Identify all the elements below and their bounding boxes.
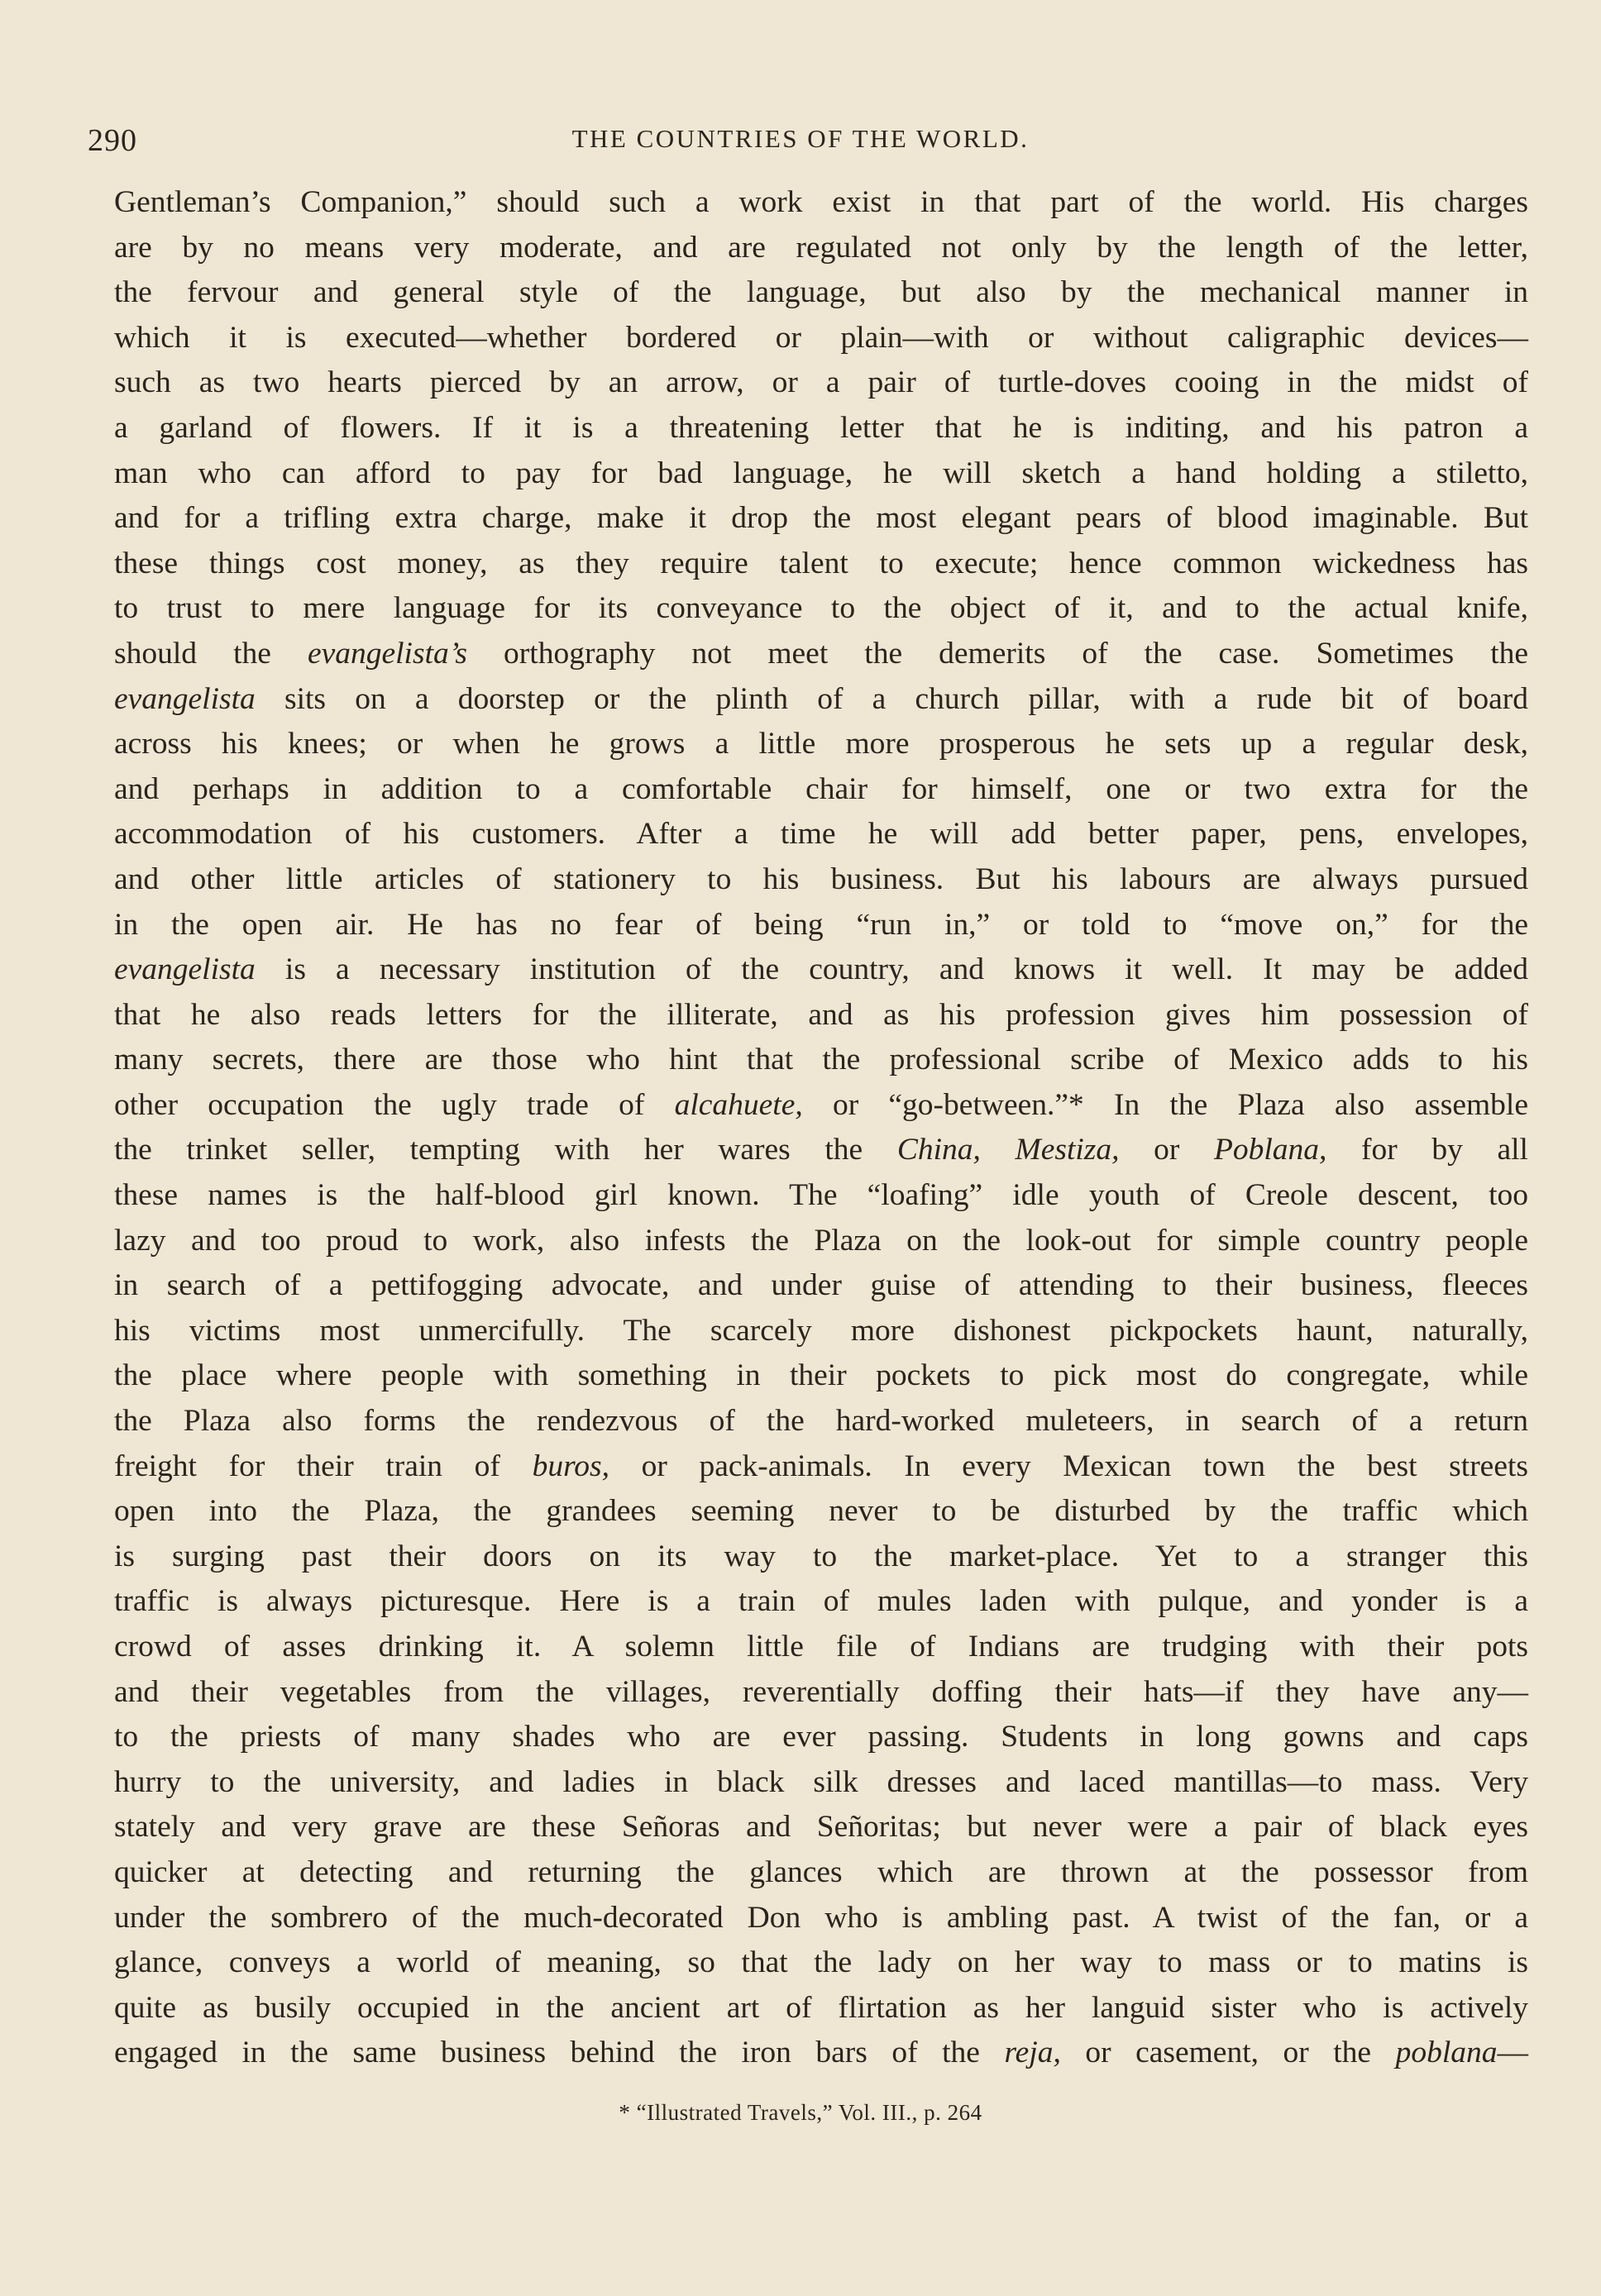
text-run: these names is the half-blood girl known. The “loafing” idle youth of Creole descent, too	[114, 1178, 1528, 1213]
text-run: are by no means very moderate, and are regulated not only by the length of the letter,	[114, 230, 1528, 265]
text-line	[114, 316, 1528, 361]
text-run: hurry to the university, and ladies in black silk dresses and laced mantillas—to mass. Very	[114, 1764, 1528, 1799]
text-line	[114, 1353, 1528, 1399]
text-line	[114, 722, 1528, 767]
body-text	[114, 180, 1528, 2076]
text-line	[114, 1173, 1528, 1219]
text-run: stately and very grave are these Señoras and Señoritas; but never were a pair of black eyes	[114, 1810, 1528, 1845]
text-run: sits on a doorstep or the plinth of a church pillar, with a rude bit of board	[255, 681, 1528, 716]
text-run: the trinket seller, tempting with her wares the	[114, 1133, 897, 1167]
text-run: across his knees; or when he grows a little more prosperous he sets up a regular desk,	[114, 727, 1528, 761]
text-run: and their vegetables from the villages, reverentially doffing their hats—if they have any—	[114, 1674, 1528, 1709]
text-line	[114, 1083, 1528, 1129]
text-line	[114, 1670, 1528, 1716]
text-run: should the	[114, 636, 308, 671]
text-run: quicker at detecting and returning the glances which are thrown at the possessor from	[114, 1854, 1528, 1889]
text-run: many secrets, there are those who hint that the professional scribe of Mexico adds to his	[114, 1043, 1528, 1077]
italic-text: reja,	[1004, 2036, 1061, 2070]
text-run: under the sombrero of the much-decorated Don who is ambling past. A twist of the fan, or a	[114, 1900, 1528, 1935]
text-run: quite as busily occupied in the ancient art of flirtation as her languid sister who is actively	[114, 1990, 1528, 2025]
text-run: or	[1119, 1133, 1214, 1167]
text-line	[114, 1038, 1528, 1083]
text-run: glance, conveys a world of meaning, so that the lady on her way to mass or to matins is	[114, 1945, 1528, 1980]
text-line	[114, 180, 1528, 226]
text-line	[114, 1444, 1528, 1490]
text-run: or pack-animals. In every Mexican town the best streets	[609, 1449, 1528, 1483]
text-run: is a necessary institution of the country, and knows it well. It may be added	[255, 952, 1528, 987]
text-run: man who can afford to pay for bad language, he will sketch a hand holding a stiletto,	[114, 456, 1528, 490]
text-line	[114, 1309, 1528, 1354]
text-line	[114, 586, 1528, 632]
text-line	[114, 1625, 1528, 1670]
text-line	[114, 1399, 1528, 1444]
text-run: the fervour and general style of the language, but also by the mechanical manner in	[114, 275, 1528, 310]
text-line	[114, 1896, 1528, 1941]
text-run: his victims most unmercifully. The scarcely more dishonest pickpockets haunt, naturally,	[114, 1313, 1528, 1348]
text-line	[114, 1805, 1528, 1850]
text-run: and for a trifling extra charge, make it drop the most elegant pears of blood imaginable. But	[114, 501, 1528, 536]
text-run: in search of a pettifogging advocate, and under guise of attending to their business, fleeces	[114, 1268, 1528, 1303]
text-run: freight for their train of	[114, 1449, 533, 1483]
text-line	[114, 1579, 1528, 1625]
text-run: which it is executed—whether bordered or plain—with or without caligraphic devices—	[114, 320, 1528, 355]
page-number: 290	[88, 123, 137, 158]
text-line	[114, 2031, 1528, 2076]
running-title: THE COUNTRIES OF THE WORLD.	[571, 124, 1030, 153]
text-run: for by all	[1326, 1133, 1528, 1167]
text-run: these things cost money, as they require talent to execute; hence common wickedness has	[114, 546, 1528, 580]
text-line	[114, 812, 1528, 857]
text-run: Gentleman’s Companion,” should such a work exist in that part of the world. His charges	[114, 185, 1528, 219]
italic-text: poblana	[1395, 2036, 1498, 2070]
text-line	[114, 496, 1528, 542]
text-line	[114, 1850, 1528, 1896]
text-line	[114, 1263, 1528, 1309]
text-run: is surging past their doors on its way to the market-place. Yet to a stranger this	[114, 1539, 1528, 1573]
text-run: such as two hearts pierced by an arrow, or a pair of turtle-doves cooing in the midst of	[114, 365, 1528, 400]
footnote: * “Illustrated Travels,” Vol. III., p. 264	[619, 2100, 982, 2125]
text-run: lazy and too proud to work, also infests the Plaza on the look-out for simple country people	[114, 1223, 1528, 1258]
text-line	[114, 857, 1528, 903]
italic-text: evangelista’s	[307, 636, 467, 671]
text-line	[114, 406, 1528, 451]
text-line	[114, 767, 1528, 813]
italic-text: evangelista	[114, 952, 256, 987]
text-line	[114, 1940, 1528, 1986]
text-run: and perhaps in addition to a comfortable chair for himself, one or two extra for the	[114, 771, 1528, 806]
text-line	[114, 1128, 1528, 1173]
text-run: that he also reads letters for the illiterate, and as his profession gives him possession of	[114, 997, 1528, 1032]
text-run: orthography not meet the demerits of the case. Sometimes the	[466, 636, 1529, 671]
text-run: to the priests of many shades who are ever passing. Students in long gowns and caps	[114, 1720, 1528, 1754]
text-run: accommodation of his customers. After a time he will add better paper, pens, envelopes,	[114, 817, 1528, 852]
text-line	[114, 993, 1528, 1038]
text-run: crowd of asses drinking it. A solemn little file of Indians are trudging with their pots	[114, 1630, 1528, 1664]
text-line	[114, 1986, 1528, 2031]
italic-text: buros,	[532, 1449, 609, 1483]
text-line	[114, 903, 1528, 948]
text-run: other occupation the ugly trade of	[114, 1087, 675, 1122]
text-run: a garland of flowers. If it is a threatening letter that he is inditing, and his patron a	[114, 410, 1528, 445]
text-run: the Plaza also forms the rendezvous of the hard-worked muleteers, in search of a return	[114, 1404, 1528, 1439]
italic-text: China, Mestiza,	[896, 1133, 1120, 1167]
text-run: —	[1497, 2036, 1528, 2070]
italic-text: alcahuete,	[674, 1087, 803, 1122]
text-line	[114, 1535, 1528, 1580]
text-line	[114, 1489, 1528, 1535]
text-line	[114, 632, 1528, 677]
italic-text: Poblana,	[1213, 1133, 1327, 1167]
text-run: or “go-between.”* In the Plaza also assemble	[802, 1087, 1528, 1122]
text-run: traffic is always picturesque. Here is a train of mules laden with pulque, and yonder is a	[114, 1584, 1528, 1619]
text-line	[114, 677, 1528, 723]
text-line	[114, 360, 1528, 406]
text-line	[114, 1219, 1528, 1264]
text-line	[114, 542, 1528, 587]
text-line	[114, 948, 1528, 993]
text-run: the place where people with something in their pockets to pick most do congregate, while	[114, 1358, 1528, 1393]
text-line	[114, 451, 1528, 497]
text-line	[114, 1715, 1528, 1760]
text-line	[114, 226, 1528, 271]
text-run: engaged in the same business behind the iron bars of the	[114, 2036, 1005, 2070]
text-line	[114, 270, 1528, 316]
text-run: in the open air. He has no fear of being “run in,” or told to “move on,” for the	[114, 907, 1528, 942]
text-run: and other little articles of stationery to his business. But his labours are always pursued	[114, 862, 1528, 896]
italic-text: evangelista	[114, 681, 256, 716]
text-run: open into the Plaza, the grandees seeming never to be disturbed by the traffic which	[114, 1494, 1528, 1529]
text-run: or casement, or the	[1060, 2036, 1396, 2070]
text-line	[114, 1760, 1528, 1806]
text-run: to trust to mere language for its conveyance to the object of it, and to the actual knife,	[114, 591, 1528, 626]
